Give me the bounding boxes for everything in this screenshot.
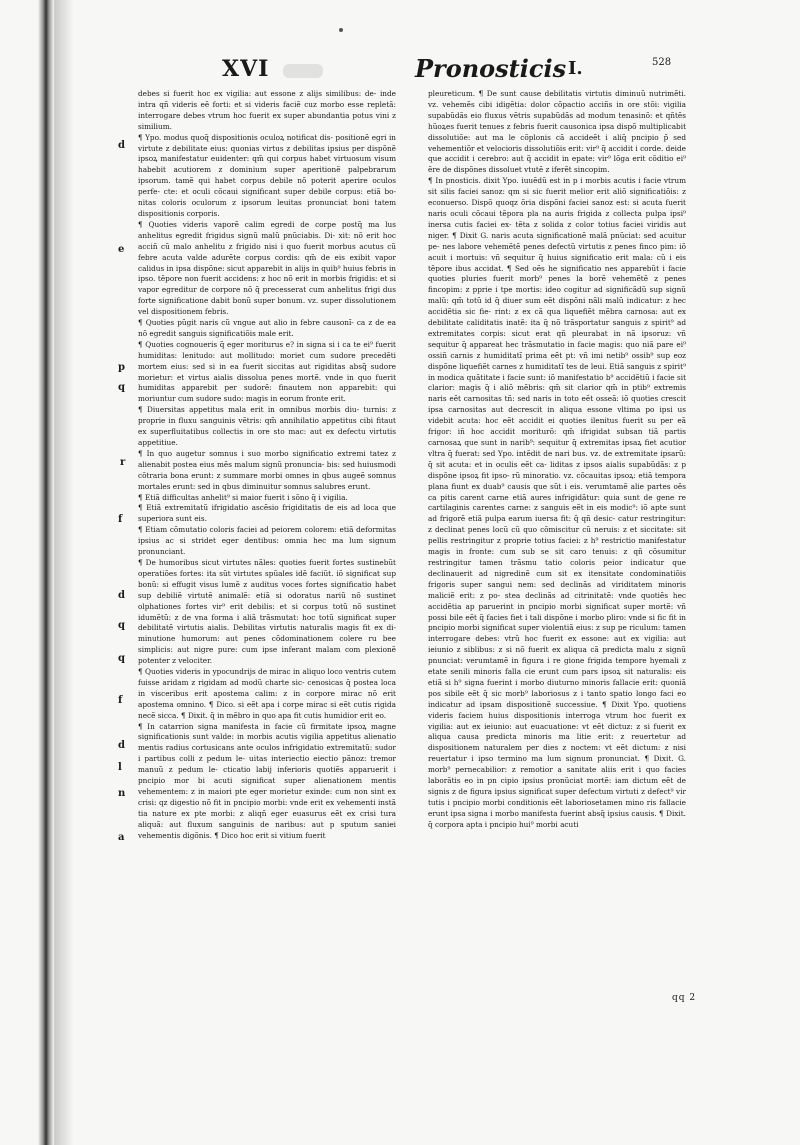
binding-fade (54, 0, 74, 1145)
margin-letter: r (120, 457, 126, 468)
margin-letter: f (118, 695, 123, 706)
margin-letter: q (118, 620, 125, 631)
margin-letter: d (118, 740, 125, 751)
ink-speck (339, 28, 343, 32)
margin-letter: d (118, 590, 125, 601)
margin-letter: q (118, 653, 125, 664)
text-column-right: pleureticum. ¶ De sunt cause debilitatis virtutis diminuũ nutrimẽti. vz. vehemẽs cibi idigẽtia: dolor cõpactio acciñs in ore stõi: vigilia supabũdãs eio fluxus vẽtris supabũdãs ad modum tenasinõ: et qñtẽs hũoꝝes fuerit tenues z febris fuerit causonica ipsa dispõ multiplicabit dissolutiõe: aut ma le cõplonis cã accideẽt i aliq̃ pncipio p̃ sed vehementiõr et velocioris dissolutiõis erit: vir⁹ q̃ accidit i corde. deide que accidit i cerebro: aut q̃ accidit in epate: vir⁹ lõga erit cõditio ei⁹ ẽre de dispõnes dissoluet vtutẽ z iferẽt sincopim. ¶ In pnosticis. dixit Ypo. iuuẽdũ est in p i morbis acutis i facie vtrum sit silis faciei sanoz: qm si sic fuerit melior erit aliõ significatiõis: z econuerso. Dispõ quoqz õria dispõni faciei sanoz est: si acuta fuerit naris oculi cõcaui tẽpora pla na auris frigida z collecta pulpa ipsi⁹ inersa cutis faciei ex- tẽta z solida z color totius faciei viridis aut niger. ¶ Dixit G. naris acuta significationẽ malã pnũciat: sed acuitur pe- nes labore vehemẽtẽ penes defectũ virtutis z penes finco pim: iõ acuit i mortuis: vñ sequitur q̃ huius significatio erit mala: cũ i eis tẽpore ibus accidat. ¶ Sed oẽs he significatio nes apparebũt i facie quoties pluries fuerit morb⁹ penes la borẽ vehemẽtẽ z penes fincopim: z pprie i tpe mortis: ideo cogitur ad significãdũ sup signũ malũ: qm̃ totũ id q̃ diuer sum eẽt dispõni nãli malũ indicatur: z hec accidẽtia sic fie- rint: z ex cã qua liquefiẽt mẽbra carnosa: aut ex debilitate caliditatis inatẽ: ita q̃ nõ trãsportatur sanguis z spirit⁹ ad extremitates corpis: sicut erat qñ pleurabat in nã ipsoruz: vñ sequitur q̃ appareat hec trãsmutatio in facie magis: quo niã pare ei⁹ ossiñ carnis z humiditatĩ prima eẽt pt: vñ imi netib⁹ ossib⁹ sup eoz dispõne liquefiẽt carnes z humiditatĩ tes de leui. Etiã sanguis z spirit⁹ in modica quãtitate i facie sunt: iõ manifestatio b⁹ accidẽtiũ i facie sit clarior: magis q̃ i aliõ mẽbris: qm̃ sit clarior qm̃ in ptib⁹ extremis naris eẽt carnositas tñ: sed naris in toto eẽt osseã: iõ quoties crescit ipsa carnositas aut decrescit in aliqua essone vltima po ipsi us videbit acuta: hoc eẽt accidit ei quoties ilenitus fuerit su per eã frigor: iñ hoc accidit moriturõ: qm̃ ifrigidat subsan tiã partis carnosaꝝ que sunt in narib⁹: sequitur q̃ extremitas ipsaꝝ fiet acutior vltra q̃ fuerat: sed Ypo. intẽdit de nari bus. vz. de extremitate ipsarũ: q̃ sit acuta: et in oculis eẽt ca- liditas z ipsos aialis supabũdãs: z p dispõne ipsoꝝ fit ipso- rũ minoratio. vz. cõcauitas ipsoꝝ: etiã tempora plana fiunt ex duab⁹ causis que sũt i eis. verumtamẽ alie partes oẽs ca pitis carent carne etiã aures infrigidãtur: quia sunt de gene re cartilaginis carentes carne: z sanguis eẽt in eis modic⁹: iõ apte sunt ad frigorẽ etiã pulpa earum iuersa fit: q̃ qñ desic- catur restringitur: z declinat penes locũ cũ quo cõmiscitur cũ neruis: z et siccitate: sit pellis restringitur z proprie totius faciei: z h⁹ restrictio manifestatur magis in fronte: cum sub se sit caro tenuis: z qñ cõsumitur restringitur tamen trãsmu tatio coloris peior indicatur que declinauerit ad nigredinẽ cum sit ex itensitate condominatiõis frigoris super sangui nem: sed declinãs ad viriditatem minoris maliciẽ erit: z po- stea declinãs ad citrinitatẽ: vnde quotiẽs hec accidẽtia ap paruerint in pncipio morbi significat super mortẽ: vñ possi bile eẽt q̃ facies fiet i tali dispõne i morbo pliro: vnde si fic fit in pncipio morbi significat super violentiã eius: z sup pe riculum: tamen interrogare debes: vtrũ hoc fuerit ex essone: aut ex vigilia: aut ieiunio z siblibus: z si nõ fuerit ex aliqua cã predicta malu z signũ pnunciat: verumtamẽ in figura i re gione frigida tempore hyemali z etate senili minoris falla cie erunt cum pars ipsoꝝ sit naturalis: eis etiã si h⁹ signa fuerint i morbo diuturno minoris fallacie erit: quoniã pos sibile eẽt q̃ sic morb⁹ laboriosus z i tanto spatio longo faci eo indicatur ad ipsam dispositionẽ successiue. ¶ Dixit Ypo. quotiens videris faciem huius dispositionis interroga vtrum hoc fuerit ex vigilia: aut ex ieiunio: aut euacuatione: vt eẽt dictuz: z si fuerit ex aliqua causa predicta minoris ma litie erit: z reuertetur ad dispositionem naturalem per dies z noctem: vt eẽt dictum: z nisi reuertatur i ipso termino ma lum signum pronunciat. ¶ Dixit. G. morb⁹ pernecabilior: z remotior a sanitate aliis erit i quo facies laborãtis eo in pn cipio ipsius pronũciat mortẽ: iam dictum eẽt de signis z de figura ipsius significat super defectum virtuti z defect⁹ vir tutis i pncipio morbi conditionis eẽt laboriosetamen mino ris fallacie erunt ipsa signa i morbo manifesta fuerint absq̃ ipsius causis. ¶ Dixit. q̃ corpora apta i pncipio hui⁹ morbi acuti (428, 89, 686, 829)
signature-mark: qq 2 (672, 993, 697, 1003)
folio-number: 528 (652, 57, 672, 68)
margin-letter: f (118, 514, 123, 525)
margin-letter: n (118, 788, 126, 799)
running-head-left: XVI (222, 56, 270, 82)
margin-letter: a (118, 832, 125, 843)
margin-letter: q (118, 382, 125, 393)
text-column-left: debes si fuerit hoc ex vigilia: aut essone z alijs similibus: de- inde intra qñ videris eẽ forti: et si videris faciẽ cuz morbo esse repletã: interrogare debes vtrum hoc fuerit ex super abundantia potus vini z similium. ¶ Ypo. modus quoq̃ dispositionis oculoꝝ notificat dis- positionẽ egri in virtute z debilitate eius: quonias virtus z debilitas ipsius per dispõnẽ ipsoꝝ manifestatur euidenter: qm̃ qui corpus habet virtuosum visum habebit acutiorem z dominium super aperitionẽ palpebrarum ipsorum. tamẽ qui habet corpus debile nõ poterit aperire oculos perfe- cte: et oculi cõcaui significant super debile corpus: etiã bo- nitas coloris oculorum z ipsorum leuitas pronunciat boni tatem dispositionis corporis. ¶ Quoties videris vaporẽ calim egredi de corpe postq̃ ma lus anhelitus egredit frigidus signũ malũ pnũciabis. Di- xit: nõ erit hoc acciñ cũ malo anhelitu z frigido nisi i quo fuerit morbus acutus cũ febre acuta valde adurẽte corpus cordis: qm̃ de eis exibit vapor calidus in ipsa dispõne: sicut apparebit in alijs in quib⁹ huius febris in ipso. tẽpore non fuerit accidens: z hoc nõ erit in morbis frigidis: et si vapor egreditur de corpore nõ q̃ precesserat cum anhelitus frigi dus forte significatione dabit bonũ super bonum. vz. super dissolutionem vel dispositionem febris. ¶ Quoties pũgit naris cũ vngue aut alio in febre causonĩ- ca z de ea nõ egredit sanguis significatiõis male erit. ¶ Quoties cognoueris q̃ eger moriturus e? in signa si i ca te ei⁹ fuerit humiditas: lenitudo: aut mollitudo: moriet cum sudore precedẽti mortem eius: sed si in ea fuerit siccitas aut rigiditas absq̃ sudore morietur: et virtus aialis dissolua penes mortẽ. vnde in quo fuerit humiditas apparebit per sudorẽ: finautem non apparebit: qui moriuntur cum sudore sudo: magis in eorum fronte erit. ¶ Diuersitas appetitus mala erit in omnibus morbis diu- turnis: z proprie in fluxu sanguinis vẽtris: qm̃ annihilatio appetitus cibi fitaut ex superfluitatibus collectis in ore sto mac: aut ex defectu virtutis appetitiue. ¶ In quo augetur somnus i suo morbo significatio extremi tatez z alienabit postea eius mẽs malum signũ pronuncia- bis: sed huiusmodi cõtraria bona erunt: z summare morbi omnes in qbus augeẽ somnus mortales erunt: sed in qbus diminuitur somnus salubres erunt. ¶ Etiã difficultas anhelit⁹ si maior fuerit i sõno q̃ i vigilia. ¶ Etiã extremitatũ ifrigidatio ascẽsio frigiditatis de eis ad loca que superiora sunt eis. ¶ Etiam cõmutatio coloris faciei ad peiorem colorem: etiã deformitas ipsius ac si stridet eger dentibus: omnia hec ma lum signum pronunciant. ¶ De humoribus sicut virtutes nãles: quoties fuerit fortes sustinebũt operatiões fortes: ita sũt virtutes spũales idẽ faciũt. iõ significat sup bonũ: si effugit visus lumẽ z auditus voces fortes significatio habet sup debiliẽ virtutẽ animalẽ: etiã si odoratus nariũ nõ sustinet olphationes fortes vir⁹ erit debilis: et si corpus totũ nõ sustinet idumẽtũ: z de vna forma i aliã trãsmutat: hoc totũ significat super debilitatẽ virtutis aialis. Debilitas virtutis naturalis magis fit ex di- minutione humorum: aut penes cõdominationem colere ru bee simplicis: aut nigre pure: cum ipse inferant malam com plexionẽ potenter z velociter. ¶ Quoties videris in ypocundrijs de mirac in aliquo loco ventris cutem fuisse aridam z rigidam ad modũ charte sic- cenosicas q̃ postea loca in visceribus erit apostema calim: z in corpore mirac nõ erit apostema omnino. ¶ Dico. si eẽt apa i corpe mirac si eẽt cutis rigida necẽ sicca. ¶ Dixit. q̃ in mẽbro in quo apa fit cutis humidior erit eo. ¶ In catarrion signa manifesta in facie cũ firmitate ipsoꝝ magne significationis sunt valde: in morbis acutis vigilia appetitus alienatio mentis radius cortusicans ante oculos infrigidatio extremitatũ: sudor i partibus colli z pedum le- uitas interiectio eiectio pãnoz: tremor manuũ z pedum le- cticatio labij inferioris quotiẽs apparuerit i pncipio mor bi acuti significat super alienationem mentis vehementem: z in maiori pte eger morietur exinde: cum non sint ex crisi: qz digestio nõ fit in pncipio morbi: vnde erit ex vehementi instã tia nature ex pte morbi: z aliqñ eger euasurus eẽt ex crisi tura aliquã: aut fluxum sanguinis de naribus: aut p sputum saniei vehementis digõnis. ¶ Dico hoc erit si vitium fuerit (138, 89, 396, 840)
margin-letter: l (118, 762, 122, 773)
margin-letter: e (118, 244, 125, 255)
ink-smudge (283, 64, 323, 78)
running-head-title: Pronosticis (415, 54, 567, 83)
margin-letter: p (118, 362, 125, 373)
running-head-number: I. (568, 58, 583, 79)
margin-letter: d (118, 140, 125, 151)
book-binding-shadow (38, 0, 54, 1145)
